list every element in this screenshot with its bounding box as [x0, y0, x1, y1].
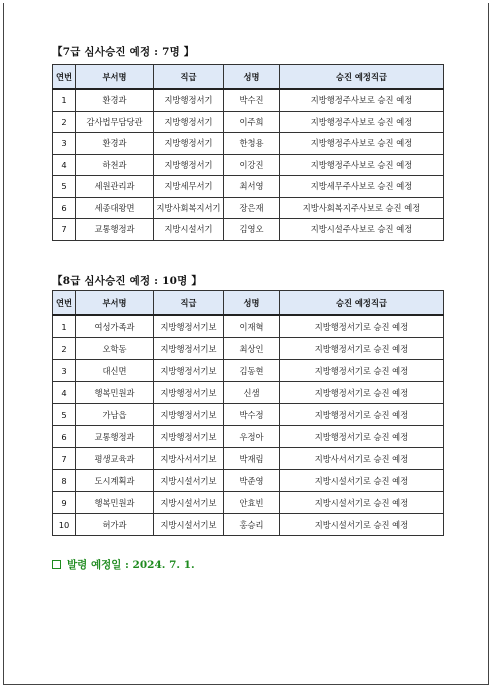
- cell-no: 2: [53, 111, 76, 133]
- cell-no: 8: [53, 470, 76, 492]
- cell-no: 5: [53, 176, 76, 198]
- cell-grade: 지방사서서기보: [154, 448, 224, 470]
- table-row: [53, 404, 444, 426]
- cell-grade: 지방행정서기보: [154, 404, 224, 426]
- table-row: [53, 470, 444, 492]
- cell-dept: 행복민원과: [76, 382, 154, 404]
- cell-target-grade: 지방행정주사보로 승진 예정: [280, 154, 444, 176]
- cell-target-grade: 지방행정서기로 승진 예정: [280, 404, 444, 426]
- section-title-grade8: 【8급 심사승진 예정 : 10명 】: [52, 275, 203, 287]
- cell-grade: 지방행정서기: [154, 89, 224, 111]
- table-row: [53, 360, 444, 382]
- cell-grade: 지방시설서기보: [154, 492, 224, 514]
- table-row: [53, 197, 444, 219]
- cell-dept: 평생교육과: [76, 448, 154, 470]
- cell-no: 6: [53, 197, 76, 219]
- table-row: [53, 89, 444, 111]
- cell-no: 3: [53, 360, 76, 382]
- table-row: [53, 154, 444, 176]
- cell-no: 2: [53, 338, 76, 360]
- cell-name: 이주희: [224, 111, 280, 133]
- cell-dept: 가남읍: [76, 404, 154, 426]
- table-row: [53, 176, 444, 198]
- cell-no: 1: [53, 89, 76, 111]
- cell-no: 7: [53, 219, 76, 241]
- cell-dept: 허가과: [76, 514, 154, 536]
- cell-dept: 행복민원과: [76, 492, 154, 514]
- cell-dept: 교통행정과: [76, 426, 154, 448]
- cell-no: 7: [53, 448, 76, 470]
- cell-name: 박재림: [224, 448, 280, 470]
- effective-date-notice: [52, 557, 195, 572]
- header-dept: 부서명: [76, 291, 154, 316]
- cell-dept: 도시계획과: [76, 470, 154, 492]
- cell-dept: 감사법무담당관: [76, 111, 154, 133]
- cell-dept: 오학동: [76, 338, 154, 360]
- cell-target-grade: 지방행정주사보로 승진 예정: [280, 111, 444, 133]
- cell-name: 우정아: [224, 426, 280, 448]
- cell-name: 최서영: [224, 176, 280, 198]
- cell-grade: 지방행정서기: [154, 154, 224, 176]
- promotion-table-grade8: [52, 290, 444, 536]
- cell-name: 박수정: [224, 404, 280, 426]
- cell-grade: 지방행정서기보: [154, 315, 224, 338]
- cell-name: 이재혁: [224, 315, 280, 338]
- cell-target-grade: 지방행정서기로 승진 예정: [280, 382, 444, 404]
- header-name: 성명: [224, 65, 280, 90]
- cell-dept: 세종대왕면: [76, 197, 154, 219]
- cell-name: 박수진: [224, 89, 280, 111]
- cell-no: 9: [53, 492, 76, 514]
- cell-grade: 지방행정서기보: [154, 360, 224, 382]
- cell-target-grade: 지방시설서기로 승진 예정: [280, 492, 444, 514]
- cell-target-grade: 지방행정서기로 승진 예정: [280, 360, 444, 382]
- header-no: 연번: [53, 291, 76, 316]
- cell-no: 10: [53, 514, 76, 536]
- cell-name: 신샘: [224, 382, 280, 404]
- cell-grade: 지방시설서기보: [154, 514, 224, 536]
- table-row: [53, 133, 444, 155]
- cell-grade: 지방행정서기: [154, 133, 224, 155]
- cell-grade: 지방행정서기보: [154, 338, 224, 360]
- cell-dept: 교통행정과: [76, 219, 154, 241]
- header-target-grade: 승진 예정직급: [280, 65, 444, 90]
- cell-target-grade: 지방시설서기로 승진 예정: [280, 470, 444, 492]
- cell-no: 1: [53, 315, 76, 338]
- cell-grade: 지방사회복지서기: [154, 197, 224, 219]
- cell-grade: 지방시설서기보: [154, 470, 224, 492]
- header-name: 성명: [224, 291, 280, 316]
- cell-grade: 지방세무서기: [154, 176, 224, 198]
- cell-name: 안효빈: [224, 492, 280, 514]
- cell-dept: 여성가족과: [76, 315, 154, 338]
- cell-grade: 지방행정서기: [154, 111, 224, 133]
- cell-grade: 지방행정서기보: [154, 426, 224, 448]
- table-row: [53, 514, 444, 536]
- table-row: [53, 338, 444, 360]
- cell-target-grade: 지방행정주사보로 승진 예정: [280, 89, 444, 111]
- cell-name: 박준영: [224, 470, 280, 492]
- cell-name: 김영오: [224, 219, 280, 241]
- cell-name: 한청용: [224, 133, 280, 155]
- table-row: [53, 111, 444, 133]
- section-title-grade7: 【7급 심사승진 예정 : 7명 】: [52, 46, 195, 58]
- promotion-table-grade7: [52, 64, 444, 241]
- cell-dept: 세원관리과: [76, 176, 154, 198]
- table-row: [53, 448, 444, 470]
- cell-dept: 환경과: [76, 133, 154, 155]
- cell-target-grade: 지방행정주사보로 승진 예정: [280, 133, 444, 155]
- table-row: [53, 219, 444, 241]
- cell-no: 4: [53, 382, 76, 404]
- cell-dept: 환경과: [76, 89, 154, 111]
- table-row: [53, 426, 444, 448]
- cell-target-grade: 지방행정서기로 승진 예정: [280, 426, 444, 448]
- header-grade: 직급: [154, 291, 224, 316]
- cell-target-grade: 지방시설주사보로 승진 예정: [280, 219, 444, 241]
- cell-no: 4: [53, 154, 76, 176]
- cell-name: 홍승리: [224, 514, 280, 536]
- header-dept: 부서명: [76, 65, 154, 90]
- cell-name: 최상인: [224, 338, 280, 360]
- cell-no: 3: [53, 133, 76, 155]
- cell-dept: 하천과: [76, 154, 154, 176]
- cell-target-grade: 지방행정서기로 승진 예정: [280, 315, 444, 338]
- cell-target-grade: 지방시설서기로 승진 예정: [280, 514, 444, 536]
- cell-target-grade: 지방사회복지주사보로 승진 예정: [280, 197, 444, 219]
- cell-no: 5: [53, 404, 76, 426]
- cell-name: 김동현: [224, 360, 280, 382]
- header-no: 연번: [53, 65, 76, 90]
- square-bullet-icon: [52, 560, 61, 569]
- cell-no: 6: [53, 426, 76, 448]
- table-row: [53, 315, 444, 338]
- table-row: [53, 492, 444, 514]
- cell-name: 이강진: [224, 154, 280, 176]
- effective-date-text: 발령 예정일 : 2024. 7. 1.: [67, 559, 195, 571]
- cell-target-grade: 지방세무주사보로 승진 예정: [280, 176, 444, 198]
- header-target-grade: 승진 예정직급: [280, 291, 444, 316]
- table-row: [53, 382, 444, 404]
- table-header-row: [53, 65, 444, 90]
- cell-dept: 대신면: [76, 360, 154, 382]
- cell-target-grade: 지방행정서기로 승진 예정: [280, 338, 444, 360]
- cell-grade: 지방행정서기보: [154, 382, 224, 404]
- table-header-row: [53, 291, 444, 316]
- header-grade: 직급: [154, 65, 224, 90]
- cell-grade: 지방시설서기: [154, 219, 224, 241]
- cell-target-grade: 지방사서서기로 승진 예정: [280, 448, 444, 470]
- cell-name: 장은재: [224, 197, 280, 219]
